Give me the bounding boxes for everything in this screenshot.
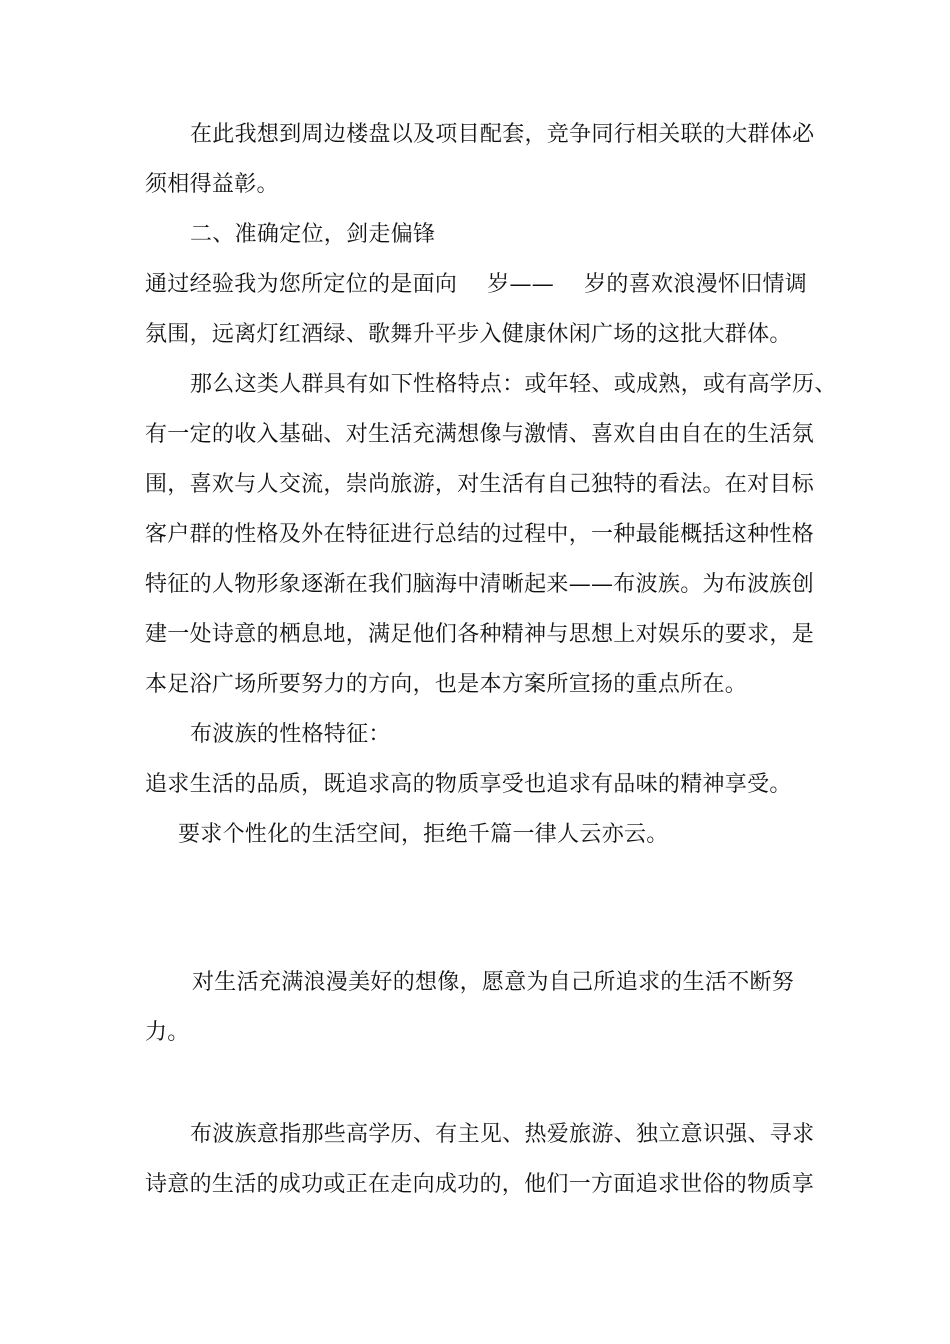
paragraph-line: 诗意的生活的成功或正在走向成功的，他们一方面追求世俗的物质享 <box>145 1172 815 1197</box>
paragraph-line: 有一定的收入基础、对生活充满想像与激情、喜欢自由自在的生活氛 <box>145 422 815 447</box>
feature-item: 对生活充满浪漫美好的想像，愿意为自己所追求的生活不断努 <box>192 970 795 995</box>
paragraph-line: 围，喜欢与人交流，崇尚旅游，对生活有自己独特的看法。在对目标 <box>145 472 815 497</box>
paragraph-line: 特征的人物形象逐渐在我们脑海中清晰起来——布波族。为布波族创 <box>145 572 815 597</box>
features-heading: 布波族的性格特征： <box>190 722 391 747</box>
text-segment: 岁—— <box>487 272 555 297</box>
paragraph-line: 在此我想到周边楼盘以及项目配套，竞争同行相关联的大群体必 <box>190 122 815 147</box>
paragraph-line: 本足浴广场所要努力的方向，也是本方案所宣扬的重点所在。 <box>145 672 748 697</box>
text-segment: 岁的喜欢浪漫怀旧情调 <box>584 272 808 297</box>
paragraph-line: 布波族意指那些高学历、有主见、热爱旅游、独立意识强、寻求 <box>190 1122 815 1147</box>
feature-item: 力。 <box>145 1020 190 1045</box>
paragraph-line: 须相得益彰。 <box>145 172 279 197</box>
text-segment: 通过经验我为您所定位的是面向 <box>145 272 458 297</box>
feature-item: 要求个性化的生活空间，拒绝千篇一律人云亦云。 <box>178 822 669 847</box>
feature-item: 追求生活的品质，既追求高的物质享受也追求有品味的精神享受。 <box>145 772 792 797</box>
section-heading: 二、准确定位，剑走偏锋 <box>190 222 436 247</box>
paragraph-line: 那么这类人群具有如下性格特点：或年轻、或成熟，或有高学历、 <box>190 372 837 397</box>
paragraph-line: 氛围，远离灯红酒绿、歌舞升平步入健康休闲广场的这批大群体。 <box>145 322 792 347</box>
paragraph-line <box>145 270 825 300</box>
paragraph-line: 建一处诗意的栖息地，满足他们各种精神与思想上对娱乐的要求，是 <box>145 622 815 647</box>
paragraph-line: 客户群的性格及外在特征进行总结的过程中，一种最能概括这种性格 <box>145 522 815 547</box>
